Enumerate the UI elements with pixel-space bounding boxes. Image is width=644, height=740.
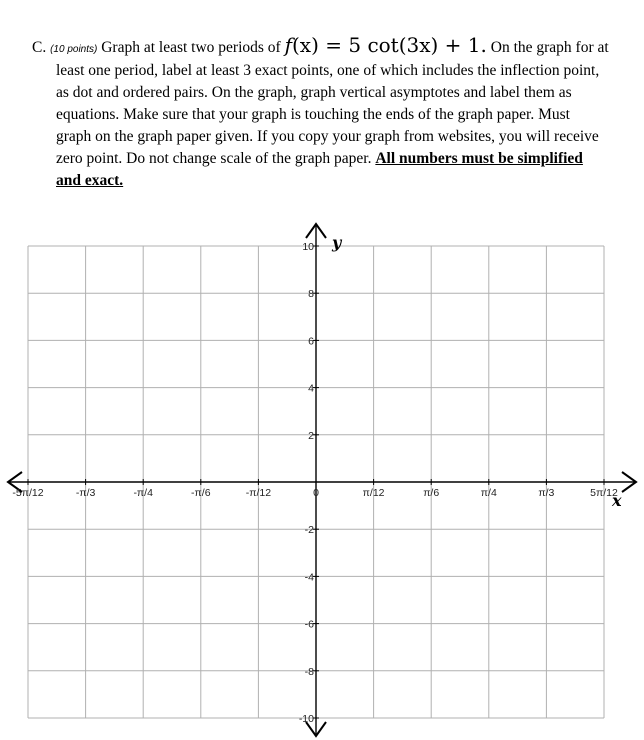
x-tick-label: π/3 [538,487,555,499]
emphasis-text-end: and exact. [56,172,124,189]
y-tick-label: 6 [308,335,314,348]
problem-intro: Graph at least two periods of [101,39,281,56]
y-tick-label: 8 [308,288,314,301]
x-tick-label: -π/4 [133,487,153,499]
x-tick-label: π/12 [362,487,385,499]
x-tick-label: 0 [313,487,319,499]
x-tick-label: -5π/12 [12,487,44,499]
x-tick-label: -π/3 [75,487,96,499]
function-body: (x) = 5 cot(3x) + 1 [292,33,481,57]
function-period: . [480,33,487,57]
x-axis-label: x [612,491,622,510]
x-tick-label: π/6 [423,487,440,499]
y-tick-label: -4 [304,571,314,584]
problem-letter: C. [32,39,47,56]
y-tick-label: 4 [308,382,314,395]
y-tick-label: 2 [308,429,314,442]
instruction-line-1: On the graph for at [486,39,609,56]
x-tick-label: -π/12 [245,487,272,499]
x-tick-label: 5π/12 [590,487,618,499]
points-label: (10 points) [50,44,98,55]
instruction-line-2: least one period, label at least 3 exact points, one of which includes the inflection point, [56,62,600,79]
function-name: f [284,33,292,57]
y-tick-label: -8 [304,665,314,678]
instruction-line-3: as dot and ordered pairs. On the graph, graph vertical asymptotes and label them as [56,84,572,101]
instruction-line-6-text: zero point. Do not change scale of the graph paper. [56,150,372,167]
x-tick-label: π/4 [480,487,497,499]
y-tick-label: -10 [298,713,314,725]
instruction-line-4: equations. Make sure that your graph is touching the ends of the graph paper. Must [56,106,570,123]
y-axis-label: y [332,233,342,252]
instruction-line-5: graph on the graph paper given. If you copy your graph from websites, you will receive [56,128,599,145]
y-tick-label: -2 [304,524,314,537]
y-tick-label: 10 [302,241,314,253]
x-tick-label: -π/6 [191,487,211,499]
emphasis-text: All numbers must be simplified [375,150,583,167]
y-tick-label: -6 [304,618,314,631]
